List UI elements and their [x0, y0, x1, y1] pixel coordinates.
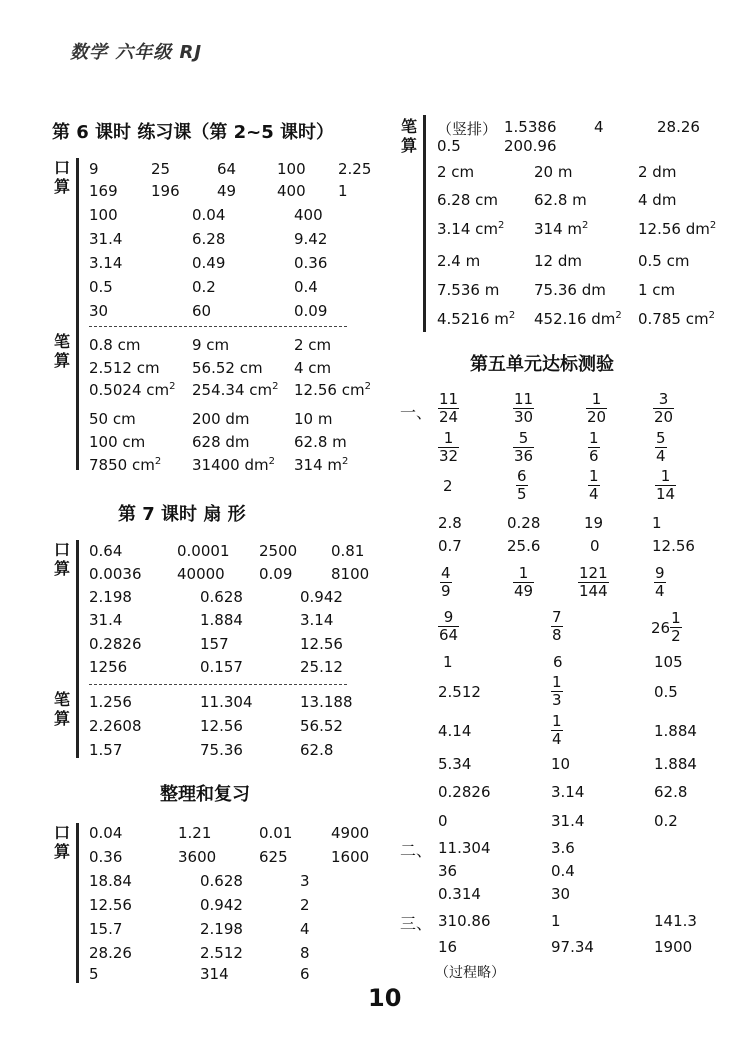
- dashed-divider: [89, 684, 347, 685]
- column-rule: [423, 115, 426, 332]
- fraction: $\frac{1}{3}$: [552, 673, 562, 709]
- fraction: $\frac{121}{144}$: [579, 564, 608, 600]
- fraction: $\frac{1}{14}$: [656, 467, 676, 503]
- column-rule: [76, 540, 79, 758]
- fraction: $\frac{6}{5}$: [517, 467, 527, 503]
- fraction: $\frac{1}{49}$: [514, 564, 534, 600]
- kousuan-label: 口算: [53, 540, 70, 578]
- column-rule: [76, 158, 79, 470]
- mixed-number: 26 $\frac{1}{2}$: [651, 609, 681, 645]
- fraction: $\frac{1}{20}$: [587, 390, 607, 426]
- fraction: $\frac{7}{8}$: [552, 608, 562, 644]
- dashed-divider: [89, 326, 347, 327]
- page-number: 10: [368, 984, 402, 1012]
- question-2-label: 二、: [400, 841, 433, 860]
- fraction: $\frac{9}{4}$: [655, 564, 665, 600]
- column-rule: [76, 823, 79, 983]
- fraction: $\frac{9}{64}$: [439, 608, 459, 644]
- bisuan-label: 笔算: [400, 117, 417, 155]
- section-6-title: 第 6 课时 练习课（第 2~5 课时）: [52, 122, 334, 143]
- bisuan-label: 笔算: [53, 332, 70, 370]
- fraction: $\frac{11}{24}$: [439, 390, 459, 426]
- review-title: 整理和复习: [160, 784, 250, 805]
- fraction: $\frac{5}{4}$: [656, 429, 666, 465]
- fraction: $\frac{1}{4}$: [552, 712, 562, 748]
- kousuan-label: 口算: [53, 158, 70, 196]
- bisuan-label: 笔算: [53, 690, 70, 728]
- unit5-title: 第五单元达标测验: [470, 354, 614, 375]
- fraction: $\frac{1}{4}$: [589, 467, 599, 503]
- fraction: $\frac{5}{36}$: [514, 429, 534, 465]
- fraction: $\frac{1}{32}$: [439, 429, 459, 465]
- fraction: $\frac{4}{9}$: [441, 564, 451, 600]
- question-1-label: 一、: [400, 403, 433, 422]
- fraction: $\frac{11}{30}$: [514, 390, 534, 426]
- process-omitted-note: （过程略）: [435, 965, 505, 981]
- fraction: $\frac{1}{6}$: [589, 429, 599, 465]
- book-header: 数学 六年级 RJ: [70, 42, 203, 63]
- fraction: $\frac{3}{20}$: [654, 390, 674, 426]
- kousuan-label: 口算: [53, 823, 70, 861]
- section-7-title: 第 7 课时 扇 形: [118, 504, 246, 525]
- question-3-label: 三、: [400, 914, 433, 933]
